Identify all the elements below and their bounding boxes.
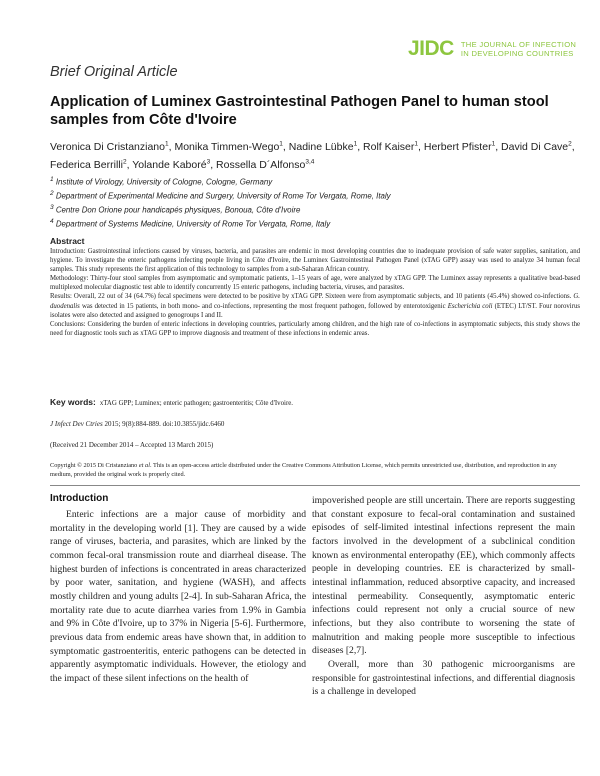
citation bbox=[50, 420, 224, 428]
affiliation: $^3$ Centre Don Orione pour handicapés physiques, Bonoua, Côte d'Ivoire bbox=[50, 204, 301, 215]
body-column-right bbox=[312, 494, 575, 699]
abstract-conclusions: Conclusions: Considering the burden of enteric infections in developing countries, particularly among children, and the high rate of co-infections in asymptomatic subjects, this study shows the need for diagnostic tools such as xTAG GPP to improve diagnosis and treatment of these infections in endemic areas. bbox=[50, 320, 580, 337]
affiliation: $^2$ Department of Experimental Medicine and Surgery, University of Rome Tor Vergata, Rome, Italy bbox=[50, 190, 391, 201]
author: Rolf Kaiser$^1$, bbox=[363, 140, 424, 153]
journal-name-line2: IN DEVELOPING COUNTRIES bbox=[460, 49, 574, 58]
body-paragraph: impoverished people are still uncertain. There are reports suggesting that constant exposure to fecal-oral contamination and sustained episodes of self-limited intestinal infections represent the main factors involved in the development of a subclinical condition known as environmental enteropathy (EE), which commonly affects people in developing countries. EE is characterized by small-intestinal inflammation, reduced absorptive capacity, and increased intestinal permeability. Consequently, asymptomatic enteric infections could represent not only a crucial source of new infections, but they also contribute to worsening the state of malnutrition and making people more susceptible to infectious diseases [2,7]. bbox=[312, 495, 575, 657]
keywords-text: xTAG GPP; Luminex; enteric pathogen; gastroenteritis; Côte d'Ivoire. bbox=[99, 400, 294, 407]
abstract-heading: Abstract bbox=[50, 236, 85, 246]
keywords-label: Key words: bbox=[50, 397, 96, 407]
affiliation: $^1$ Institute of Virology, University of Cologne, Cologne, Germany bbox=[50, 176, 273, 187]
body-paragraph: Enteric infections are a major cause of morbidity and mortality in the developing world [1]. They are caused by a wide range of viruses, bacteria, and parasites, which are linked by the common fecal-oral transmission route and diarrheal disease. The highest burden of infections is concentrated in areas characterized by poor water, sanitation, and hygiene (WASH), and affects mostly children and young adults [2-4]. In sub-Saharan Africa, the mortality rate due to acute diarrhea varies from 1.9% in Gambia and 9% in Côte d'Ivoire, up to 37% in Nigeria [5-6]. Furthermore, previous data from endemic areas have shown that, in addition to symptomatic gastroenteritis, enteric pathogens can be detected in apparently asymptomatic individuals. However, the etiology and the impact of these silent infections on the health of bbox=[50, 509, 306, 684]
keywords bbox=[50, 397, 580, 407]
author: David Di Cave$^2$, bbox=[501, 140, 575, 153]
copyright-notice: Copyright © 2015 Di Cristanziano et al. This is an open-access article distributed under the Creative Commons Attribution License, which permits unrestricted use, distribution, and reproduction in any medium, provided the original work is properly cited. bbox=[50, 462, 557, 478]
section-divider bbox=[50, 485, 580, 486]
journal-logo bbox=[408, 37, 576, 61]
author: Nadine Lübke$^1$, bbox=[288, 140, 364, 153]
article-title: Application of Luminex Gastrointestinal Pathogen Panel to human stool samples from Côte d'Ivoire bbox=[50, 94, 549, 128]
author: Monika Timmen-Wego$^1$, bbox=[174, 140, 289, 153]
body-paragraph: Overall, more than 30 pathogenic microorganisms are responsible for gastrointestinal infections, and differential diagnosis is a challenge in developed bbox=[312, 658, 575, 698]
author: Yolande Kaboré$^3$, bbox=[132, 158, 217, 171]
abstract-introduction: Introduction: Gastrointestinal infections caused by viruses, bacteria, and parasites are endemic in most developing countries due to inadequate provision of safe water supplies, sanitation, and hygiene. To investigate the enteric pathogens infecting people living in Côte d'Ivoire, the Luminex Gastrointestinal Pathogen Panel (xTAG GPP) assay was used to analyze 34 human fecal samples. This study represents the first application of this technology to samples from a sub-Saharan African country. bbox=[50, 248, 580, 274]
author-list bbox=[50, 136, 576, 173]
introduction-heading: Introduction bbox=[50, 493, 109, 504]
abstract-results: Results: Overall, 22 out of 34 (64.7%) fecal specimens were detected to be positive by xTAG GPP. Sixteen were from asymptomatic subjects, and 10 patients (45.4%) showed co-infections. G. duodenalis was detected in 15 patients, in both mono- and co-infections, representing the most frequent pathogen, followed by enterotoxigenic Escherichia coli (ETEC) LT/ST. Four norovirus isolates were also detected and assigned to genogroups I and II. bbox=[50, 293, 580, 319]
journal-name-line1: THE JOURNAL OF INFECTION bbox=[460, 40, 577, 49]
abstract-body bbox=[50, 247, 580, 338]
article-type: Brief Original Article bbox=[50, 64, 178, 80]
author: Federica Berrilli$^2$, bbox=[50, 158, 133, 171]
journal-mark: JIDC bbox=[408, 37, 454, 60]
body-column-left bbox=[50, 508, 306, 686]
citation-journal: J Infect Dev Ctries bbox=[50, 420, 103, 428]
citation-details: 2015; 9(8):884-889. doi:10.3855/jidc.6460 bbox=[102, 420, 225, 428]
received-dates: (Received 21 December 2014 – Accepted 13 March 2015) bbox=[50, 441, 214, 449]
journal-name bbox=[461, 40, 576, 58]
abstract-methodology: Methodology: Thirty-four stool samples from asymptomatic and symptomatic patients, 1–15 years of age, were analyzed by xTAG GPP. The Luminex assay represents a qualitative bead-based multiplexed molecular diagnostic test able to identify concurrently 15 enteric pathogens, including bacteria, viruses, and parasites. bbox=[50, 275, 580, 292]
affiliation: $^4$ Department of Systems Medicine, University of Rome Tor Vergata, Rome, Italy bbox=[50, 218, 331, 229]
author: Rossella D´Alfonso$^{3,4}$ bbox=[216, 158, 315, 171]
author: Veronica Di Cristanziano$^1$, bbox=[50, 140, 175, 153]
affiliation-list bbox=[50, 174, 570, 231]
author: Herbert Pfister$^1$, bbox=[423, 140, 502, 153]
